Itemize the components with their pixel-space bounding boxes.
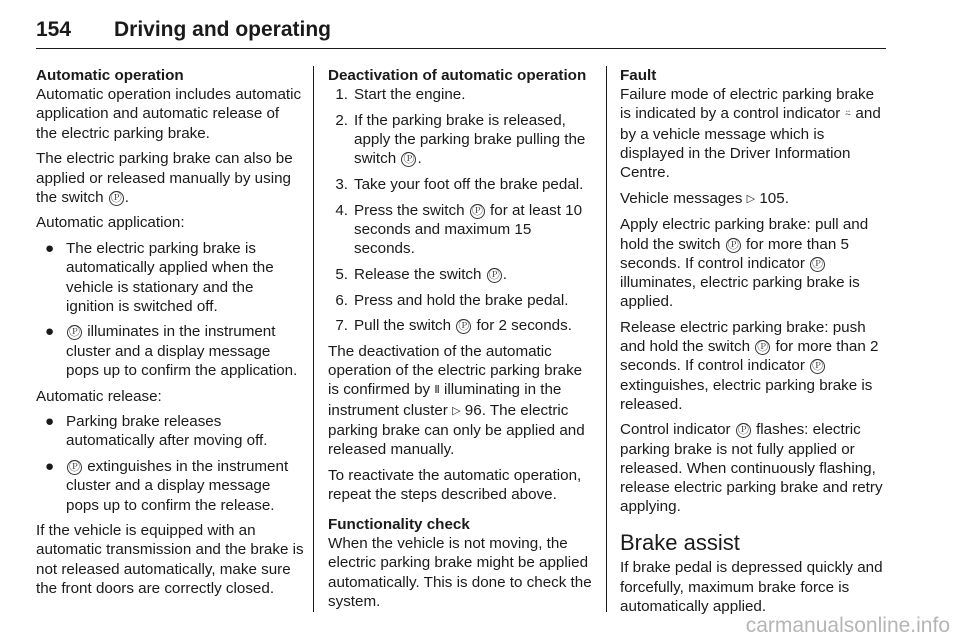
heading-deactivation: Deactivation of automatic operation [328, 67, 587, 84]
parking-brake-icon: Ⓟ [757, 341, 769, 354]
parking-brake-icon: Ⓟ [812, 257, 824, 270]
numbered-list [328, 85, 594, 335]
paragraph: Control indicator Ⓟ flashes: electric parking brake is not fully applied or released. When continuously flashing, release electric parking brake and retry applying. [620, 421, 883, 516]
paragraph: When the vehicle is not moving, the electric parking brake might be applied automatically. This is done to check the system. [328, 535, 592, 610]
parking-brake-icon: Ⓟ [737, 424, 749, 437]
paragraph: Automatic application: [36, 214, 185, 232]
list-item: 4. Press the switch Ⓟ for at least 10 seconds and maximum 15 seconds. [335, 201, 583, 258]
parking-brake-icon: Ⓟ [69, 326, 80, 339]
parking-brake-icon: Ⓟ [110, 191, 122, 204]
page-header [36, 14, 886, 49]
heading-functionality-check: Functionality check [328, 516, 470, 534]
list-item: 2. If the parking brake is released, apply the parking brake pulling the switch Ⓟ . [335, 111, 586, 168]
watermark: carmanualsonline.info [745, 614, 950, 637]
paragraph: The deactivation of the automatic operation of the electric parking brake is confirmed by Ⅱ illuminating in the instrument cluster ▷ 96. The electric parking brake can only be applied and released manually. [328, 342, 585, 458]
heading-brake-assist: Brake assist [620, 530, 740, 556]
column-3 [620, 66, 888, 623]
fault-indicator-icon: ⍨ [844, 108, 852, 121]
parking-brake-icon: Ⓟ [458, 320, 470, 333]
parking-brake-icon: Ⓟ [403, 153, 415, 166]
section-title: Driving and operating [114, 18, 332, 41]
paragraph: Automatic release: [36, 387, 162, 405]
paragraph: If brake pedal is depressed quickly and forcefully, maximum brake force is automatically applied. [620, 559, 883, 615]
list-item: ● Ⓟ illuminates in the instrument cluster and a display message pops up to confirm the application. [45, 323, 298, 379]
list-item: 7. Pull the switch Ⓟ for 2 seconds. [335, 317, 572, 335]
paragraph: If the vehicle is equipped with an automatic transmission and the brake is not released automatically, make sure the front doors are correctly closed. [36, 522, 304, 597]
column-1 [36, 66, 304, 605]
bullet-list [36, 239, 304, 380]
parking-brake-icon: Ⓟ [488, 268, 500, 281]
list-item: ● Parking brake releases automatically after moving off. [45, 413, 268, 450]
list-item: 5. Release the switch Ⓟ . [335, 265, 507, 283]
auto-off-icon: Ⅱ [434, 384, 440, 397]
paragraph: To reactivate the automatic operation, repeat the steps described above. [328, 466, 582, 503]
paragraph: Automatic operation includes automatic application and automatic release of the electric parking brake. [36, 86, 302, 142]
parking-brake-icon: Ⓟ [727, 238, 739, 251]
list-item: ● The electric parking brake is automatically applied when the vehicle is stationary and the ignition is switched off. [45, 240, 274, 315]
list-item: 6. Press and hold the brake pedal. [335, 291, 569, 309]
reference-arrow-icon: ▷ [746, 192, 756, 205]
list-item: 1. Start the engine. [335, 86, 466, 104]
paragraph: Apply electric parking brake: pull and hold the switch Ⓟ for more than 5 seconds. If control indicator Ⓟ illuminates, electric parking brake is applied. [620, 216, 869, 311]
reference-arrow-icon: ▷ [452, 404, 461, 417]
paragraph: Vehicle messages ▷ 105. [620, 189, 888, 209]
paragraph: Failure mode of electric parking brake is indicated by a control indicator ⍨ and by a vehicle message which is displayed in the Driver Information Centre. [620, 86, 881, 182]
column-divider [606, 66, 607, 612]
parking-brake-icon: Ⓟ [471, 204, 483, 217]
paragraph: The electric parking brake can also be applied or released manually by using the switch Ⓟ . [36, 150, 293, 206]
page-number: 154 [36, 18, 72, 41]
bullet-list [36, 412, 304, 515]
list-item: ● Ⓟ extinguishes in the instrument cluster and a display message pops up to confirm the release. [45, 458, 289, 514]
list-item: 3. Take your foot off the brake pedal. [335, 176, 584, 194]
parking-brake-icon: Ⓟ [812, 360, 824, 373]
column-2 [328, 66, 594, 618]
parking-brake-icon: Ⓟ [69, 461, 80, 474]
paragraph: Release electric parking brake: push and hold the switch Ⓟ for more than 2 seconds. If control indicator Ⓟ extinguishes, electric parking brake is released. [620, 318, 879, 413]
heading-fault: Fault [620, 67, 657, 84]
heading-automatic-operation: Automatic operation [36, 67, 184, 84]
column-divider [313, 66, 314, 612]
